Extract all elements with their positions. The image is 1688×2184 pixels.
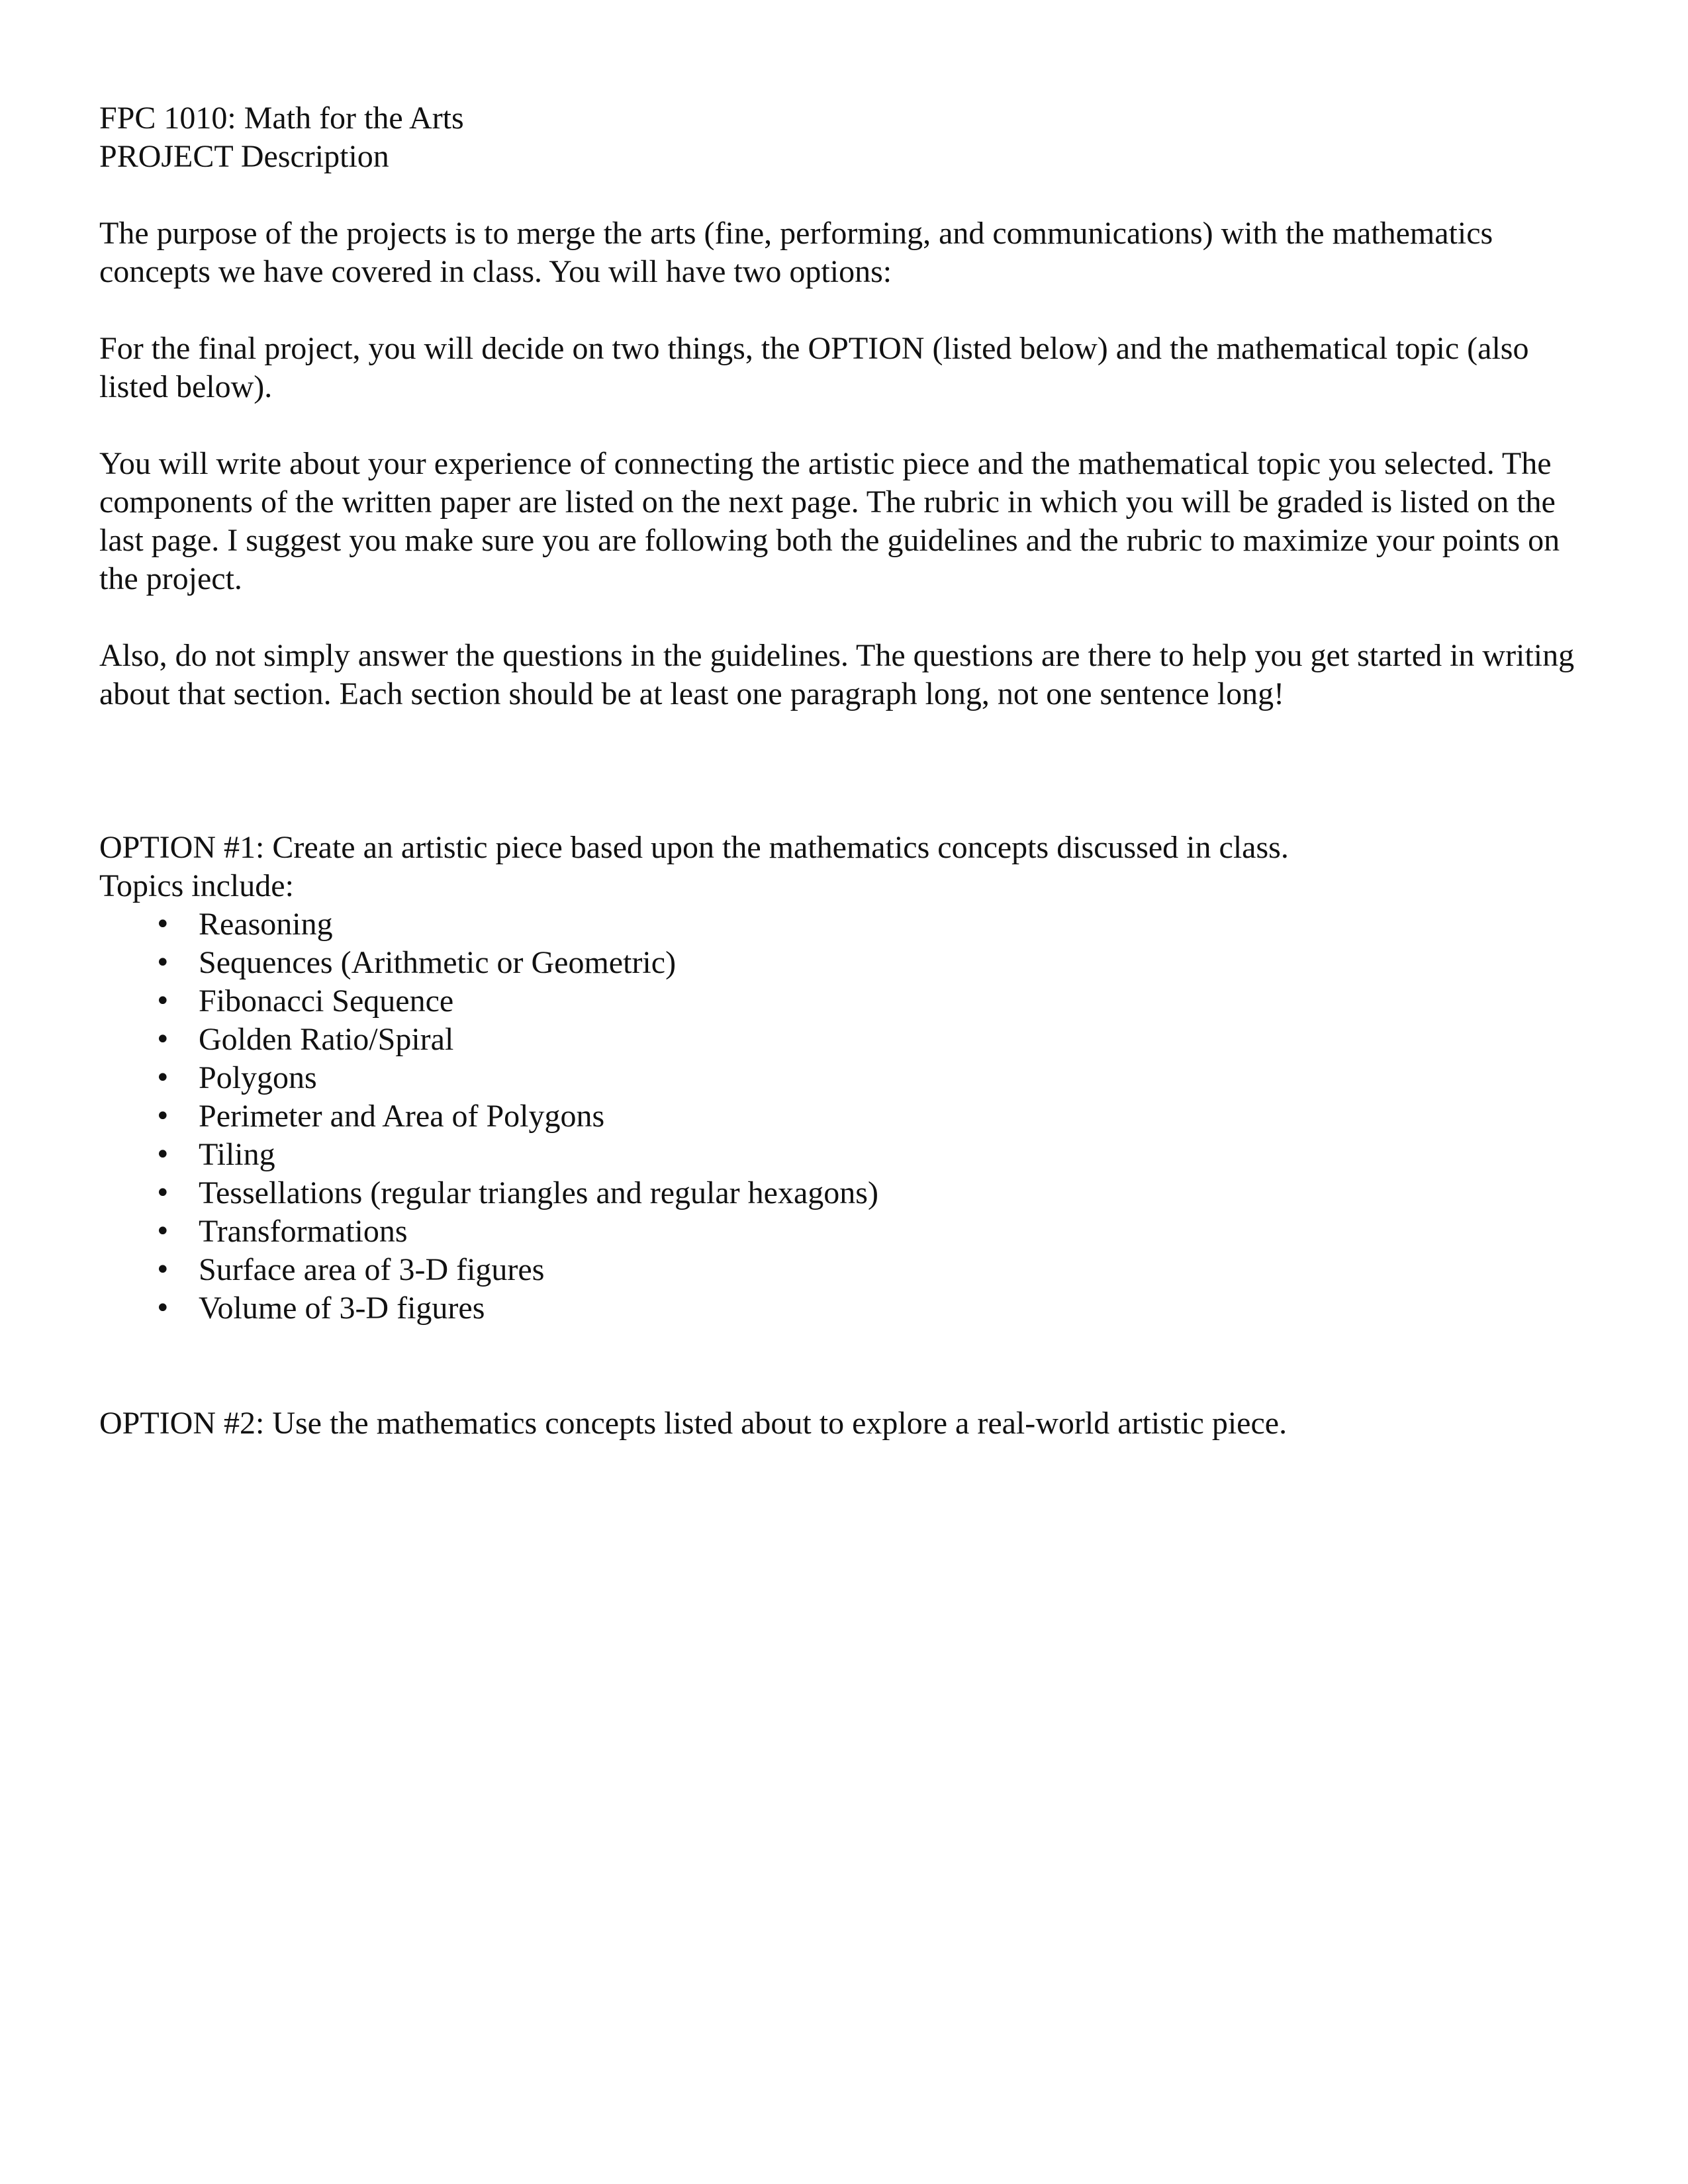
bullet-icon: • (155, 909, 171, 940)
list-item (99, 1251, 1589, 1289)
bullet-icon: • (155, 986, 171, 1017)
topic-label: Polygons (199, 1060, 317, 1095)
topic-label: Sequences (Arithmetic or Geometric) (199, 945, 677, 980)
list-item (99, 905, 1589, 944)
list-item (99, 1059, 1589, 1097)
guidelines-note-paragraph: Also, do not simply answer the questions in the guidelines. The questions are there to help you get started in writing about that section. Each section should be at least one paragraph long, not one sentence long! (99, 638, 1575, 711)
bullet-icon: • (155, 1293, 171, 1324)
topic-label: Volume of 3-D figures (199, 1291, 485, 1326)
bullet-icon: • (155, 1063, 171, 1093)
topic-label: Perimeter and Area of Polygons (199, 1099, 605, 1134)
course-title: FPC 1010: Math for the Arts (99, 101, 464, 136)
topic-label: Tiling (199, 1137, 275, 1172)
document-title: PROJECT Description (99, 139, 389, 174)
option-1-section (99, 829, 1589, 1328)
topic-label: Golden Ratio/Spiral (199, 1022, 454, 1057)
bullet-icon: • (155, 1255, 171, 1285)
list-item (99, 982, 1589, 1021)
bullet-icon: • (155, 948, 171, 978)
list-item (99, 1021, 1589, 1059)
topics-label: Topics include: (99, 868, 294, 903)
bullet-icon: • (155, 1178, 171, 1208)
list-item (99, 1174, 1589, 1212)
topics-list (99, 905, 1589, 1328)
option-1-heading: OPTION #1: Create an artistic piece based upon the mathematics concepts discussed in class. (99, 830, 1289, 865)
topic-label: Reasoning (199, 907, 333, 942)
purpose-paragraph: The purpose of the projects is to merge the arts (fine, performing, and communications) with the mathematics concepts we have covered in class. You will have two options: (99, 216, 1493, 289)
bullet-icon: • (155, 1140, 171, 1170)
bullet-icon: • (155, 1216, 171, 1247)
written-paper-paragraph: You will write about your experience of connecting the artistic piece and the mathematical topic you selected. The components of the written paper are listed on the next page. The rubric in which you will be graded is listed on the last page. I suggest you make sure you are following both the guidelines and the rubric to maximize your points on the project. (99, 446, 1560, 596)
list-item (99, 1097, 1589, 1136)
list-item (99, 1212, 1589, 1251)
option-2-heading: OPTION #2: Use the mathematics concepts listed about to explore a real-world artistic piece. (99, 1406, 1288, 1441)
final-project-paragraph: For the final project, you will decide on two things, the OPTION (listed below) and the mathematical topic (also listed below). (99, 331, 1529, 404)
topic-label: Surface area of 3-D figures (199, 1252, 545, 1287)
list-item (99, 944, 1589, 982)
bullet-icon: • (155, 1101, 171, 1132)
topic-label: Transformations (199, 1214, 408, 1249)
list-item (99, 1136, 1589, 1174)
page-content (99, 99, 1589, 1443)
list-item (99, 1289, 1589, 1328)
topic-label: Tessellations (regular triangles and regular hexagons) (199, 1175, 878, 1210)
bullet-icon: • (155, 1024, 171, 1055)
document-header (99, 99, 1589, 176)
topic-label: Fibonacci Sequence (199, 983, 454, 1019)
